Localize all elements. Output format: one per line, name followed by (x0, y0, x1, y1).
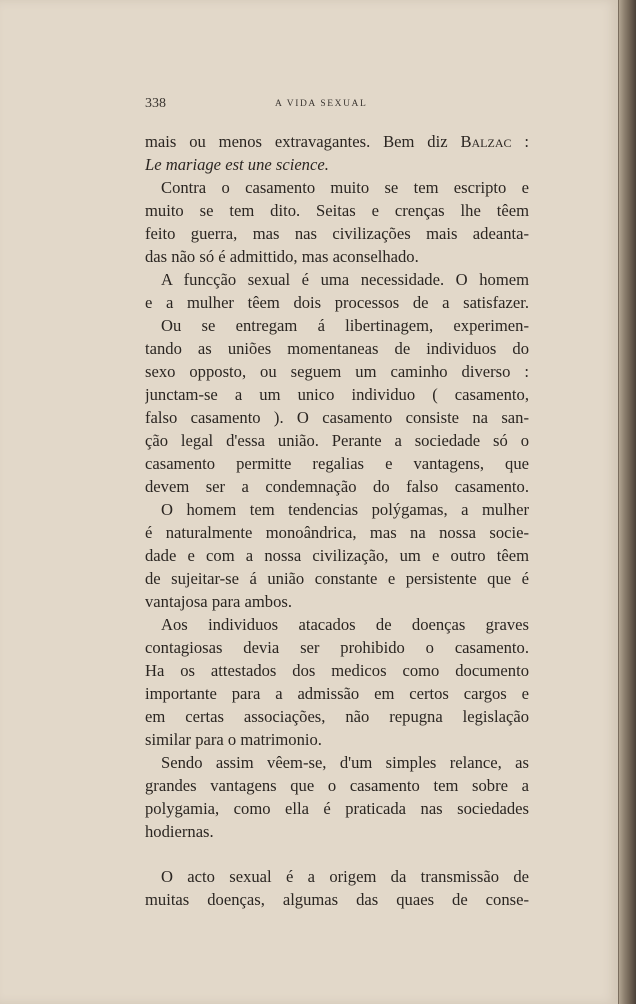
paragraph-gap (145, 843, 529, 865)
text-line: devem ser a condemnação do falso casamento. (145, 477, 529, 496)
text-line: em certas associações, não repugna legislação (145, 707, 529, 726)
text-line: Ou se entregam á libertinagem, experimen- (161, 316, 529, 335)
text-line: Ha os attestados dos medicos como documento (145, 661, 529, 680)
running-title: A VIDA SEXUAL (275, 99, 368, 109)
page-number: 338 (145, 96, 166, 111)
text-line: muito se tem dito. Seitas e crenças lhe têem (145, 201, 529, 220)
text-line: A funcção sexual é uma necessidade. O homem (161, 270, 529, 289)
text-line: casamento permitte regalias e vantagens, que (145, 454, 529, 473)
text-line: é naturalmente monoândrica, mas na nossa socie- (145, 523, 529, 542)
text-line: de sujeitar-se á união constante e persistente que é (145, 569, 529, 588)
text-line: Aos individuos atacados de doenças graves (161, 615, 529, 634)
text-line: feito guerra, mas nas civilizações mais adeanta- (145, 224, 529, 243)
text-line: polygamia, como ella é praticada nas sociedades (145, 799, 529, 818)
text-line: vantajosa para ambos. (145, 592, 292, 611)
text-line: grandes vantagens que o casamento tem sobre a (145, 776, 529, 795)
page-edge-line (618, 0, 619, 1004)
text-line: Contra o casamento muito se tem escripto e (161, 178, 529, 197)
text-line: contagiosas devia ser prohibido o casamento. (145, 638, 529, 657)
author-name: Balzac (460, 132, 512, 151)
book-page-edge (618, 0, 636, 1004)
page-header (145, 96, 529, 116)
text-line: dade e com a nossa civilização, um e outro têem (145, 546, 529, 565)
text-line: hodiernas. (145, 822, 214, 841)
text-line: falso casamento ). O casamento consiste na san- (145, 408, 529, 427)
text-line: muitas doenças, algumas das quaes de conse- (145, 890, 529, 909)
text-line: das não só é admittido, mas aconselhado. (145, 247, 419, 266)
text-line: e a mulher têem dois processos de a satisfazer. (145, 293, 529, 312)
text-line: similar para o matrimonio. (145, 730, 322, 749)
text-line: Le mariage est une science. (145, 155, 329, 174)
text-line: importante para a admissão em certos cargos e (145, 684, 529, 703)
text-line: ção legal d'essa união. Perante a sociedade só o (145, 431, 529, 450)
body-text (145, 130, 529, 911)
text-line: Sendo assim vêem-se, d'um simples relance, as (161, 753, 529, 772)
text-line: mais ou menos extravagantes. Bem diz Balzac : (145, 132, 529, 151)
text-line: O homem tem tendencias polýgamas, a mulher (161, 500, 529, 519)
text-line: tando as uniões momentaneas de individuos do (145, 339, 529, 358)
text-line: junctam-se a um unico individuo ( casamento, (145, 385, 529, 404)
text-line: O acto sexual é a origem da transmissão de (161, 867, 529, 886)
text-line: sexo opposto, ou seguem um caminho diverso : (145, 362, 529, 381)
